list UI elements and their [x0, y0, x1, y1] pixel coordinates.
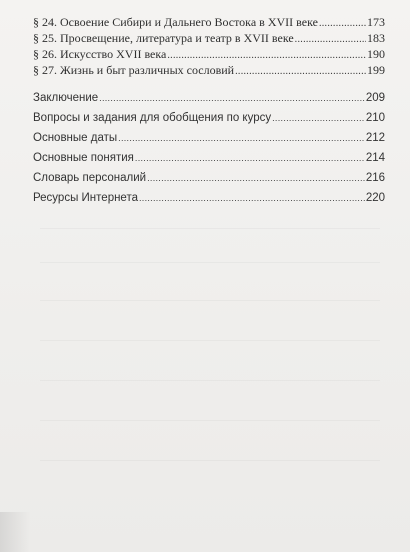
- toc-page-number: 190: [367, 47, 385, 61]
- toc-dot-leader: [139, 188, 365, 208]
- toc-entry-paragraph-25[interactable]: [33, 30, 385, 46]
- toc-page-number: 210: [365, 112, 385, 124]
- toc-page-number: 183: [367, 31, 385, 45]
- toc-entry-title: § 26. Искусство XVII века: [33, 47, 167, 61]
- toc-entry-internet-resources[interactable]: [33, 188, 385, 208]
- toc-entry-title: Ресурсы Интернета: [33, 192, 138, 204]
- toc-dot-leader: [235, 64, 366, 80]
- toc-page-number: 220: [365, 192, 385, 204]
- toc-entry-title: Вопросы и задания для обобщения по курсу: [33, 112, 272, 124]
- bleed-through-line: [40, 300, 380, 301]
- toc-entry-paragraph-26[interactable]: [33, 46, 385, 62]
- toc-dot-leader: [118, 128, 365, 148]
- bleed-through-line: [40, 420, 380, 421]
- toc-page-number: 173: [367, 15, 385, 29]
- toc-entry-key-dates[interactable]: [33, 128, 385, 148]
- toc-entry-review-questions[interactable]: [33, 108, 385, 128]
- bleed-through-line: [40, 228, 380, 229]
- toc-entry-title: Заключение: [33, 92, 99, 104]
- toc-page-number: 209: [365, 92, 385, 104]
- toc-entry-persons-glossary[interactable]: [33, 168, 385, 188]
- toc-dot-leader: [272, 108, 365, 128]
- bleed-through-line: [40, 262, 380, 263]
- toc-entry-title: Основные даты: [33, 132, 118, 144]
- toc-entry-title: § 25. Просвещение, литература и театр в XVII веке: [33, 31, 294, 45]
- bleed-through-line: [40, 340, 380, 341]
- toc-dot-leader: [147, 168, 365, 188]
- toc-entry-conclusion[interactable]: [33, 88, 385, 108]
- toc-entry-title: § 24. Освоение Сибири и Дальнего Востока в XVII веке: [33, 15, 318, 29]
- toc-dot-leader: [319, 16, 366, 32]
- toc-dot-leader: [99, 88, 365, 108]
- toc-page-number: 212: [365, 132, 385, 144]
- toc-page-number: 214: [365, 152, 385, 164]
- toc-entry-key-concepts[interactable]: [33, 148, 385, 168]
- toc-entry-title: Основные понятия: [33, 152, 134, 164]
- bleed-through-line: [40, 380, 380, 381]
- toc-entry-paragraph-24[interactable]: [33, 14, 385, 30]
- page-edge-shadow: [0, 512, 30, 552]
- toc-dot-leader: [295, 32, 366, 48]
- toc-appendix-sections: [33, 88, 385, 208]
- toc-entry-title: § 27. Жизнь и быт различных сословий: [33, 63, 235, 77]
- toc-paragraphs: [33, 14, 385, 78]
- toc-page-number: 216: [365, 172, 385, 184]
- toc-entry-title: Словарь персоналий: [33, 172, 147, 184]
- toc-entry-paragraph-27[interactable]: [33, 62, 385, 78]
- table-of-contents: [33, 14, 385, 208]
- toc-page-number: 199: [367, 63, 385, 77]
- toc-dot-leader: [135, 148, 365, 168]
- bleed-through-line: [40, 460, 380, 461]
